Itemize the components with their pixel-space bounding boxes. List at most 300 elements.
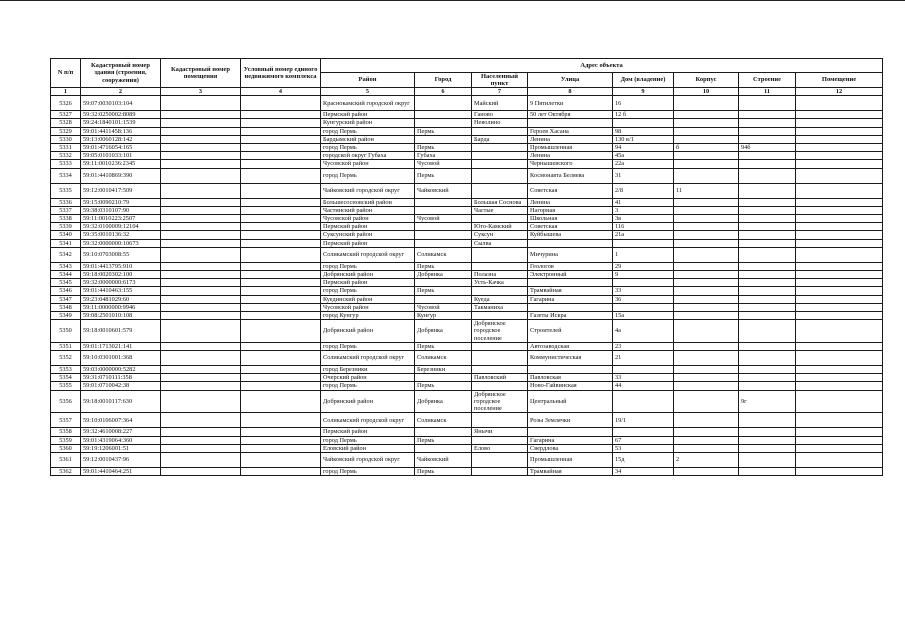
cell-complex-number [241, 390, 321, 413]
cell-room [796, 279, 883, 287]
cell-number: 5339 [51, 223, 81, 231]
cell-room [796, 390, 883, 413]
table-row [51, 183, 883, 198]
cell-house [613, 390, 674, 413]
column-number: 2 [81, 88, 161, 96]
cell-building [739, 223, 796, 231]
cell-building [739, 206, 796, 214]
cell-street: Промышленная [528, 144, 613, 152]
cell-number: 5346 [51, 287, 81, 295]
cell-complex-number [241, 127, 321, 135]
cell-building [739, 279, 796, 287]
cell-house: 33 [613, 374, 674, 382]
header-room: Помещение [796, 72, 883, 87]
cell-house: 3 [613, 206, 674, 214]
cell-cadastral-room [161, 160, 241, 168]
cell-building [739, 428, 796, 436]
cell-room [796, 215, 883, 223]
table-row [51, 247, 883, 262]
cell-korpus [674, 111, 739, 119]
cell-room [796, 287, 883, 295]
cell-gorod [415, 111, 472, 119]
cell-room [796, 428, 883, 436]
cell-room [796, 135, 883, 143]
cell-house [613, 303, 674, 311]
cell-room [796, 452, 883, 467]
cell-cadastral-building: 59:10:0301001:368 [81, 351, 161, 366]
cell-street: Павловская [528, 374, 613, 382]
table-row [51, 452, 883, 467]
cell-korpus [674, 198, 739, 206]
cell-building [739, 127, 796, 135]
cell-street: Гагарина [528, 436, 613, 444]
cell-gorod: Пермь [415, 168, 472, 183]
cell-cadastral-building: 59:10:0106007:364 [81, 413, 161, 428]
cell-rayon: город Пермь [321, 467, 415, 475]
cell-korpus [674, 287, 739, 295]
cell-settlement [472, 152, 528, 160]
cell-rayon: Соликамский городской округ [321, 247, 415, 262]
cell-cadastral-building: 59:35:0010136:32 [81, 231, 161, 239]
cell-gorod: Чусовой [415, 303, 472, 311]
cell-street: Электронный [528, 271, 613, 279]
header-gorod: Город [415, 72, 472, 87]
cell-settlement [472, 183, 528, 198]
table-row [51, 152, 883, 160]
cell-cadastral-room [161, 119, 241, 127]
table-row [51, 231, 883, 239]
cell-building [739, 295, 796, 303]
cell-korpus [674, 206, 739, 214]
cell-rayon: город Пермь [321, 382, 415, 390]
cell-number: 5358 [51, 428, 81, 436]
cell-complex-number [241, 119, 321, 127]
cell-gorod [415, 231, 472, 239]
cell-korpus [674, 390, 739, 413]
cell-house: 67 [613, 436, 674, 444]
header-cadastral-building: Кадастровый номер здания (строения, сооружения) [81, 59, 161, 88]
cell-settlement: Сылва [472, 239, 528, 247]
table-row [51, 303, 883, 311]
cell-korpus [674, 444, 739, 452]
cell-complex-number [241, 111, 321, 119]
cell-korpus [674, 312, 739, 320]
cell-house: 15д [613, 452, 674, 467]
cell-cadastral-room [161, 366, 241, 374]
cell-gorod: Пермь [415, 127, 472, 135]
cell-street: Свердлова [528, 444, 613, 452]
cell-house [613, 428, 674, 436]
cell-building [739, 152, 796, 160]
cell-house: 21а [613, 231, 674, 239]
cell-complex-number [241, 279, 321, 287]
cell-cadastral-building: 59:01:4410463:155 [81, 287, 161, 295]
cell-building [739, 413, 796, 428]
cell-street [528, 428, 613, 436]
table-body [51, 96, 883, 476]
table-row [51, 239, 883, 247]
cell-street: 9 Пятилетки [528, 96, 613, 111]
cell-cadastral-building: 59:32:0250002:8089 [81, 111, 161, 119]
cell-number: 5345 [51, 279, 81, 287]
cell-settlement: Частые [472, 206, 528, 214]
cell-complex-number [241, 287, 321, 295]
cell-cadastral-building: 59:11:0010236:2345 [81, 160, 161, 168]
cell-gorod: Чайковский [415, 183, 472, 198]
cell-settlement [472, 127, 528, 135]
cell-complex-number [241, 96, 321, 111]
cell-cadastral-room [161, 287, 241, 295]
header-korpus: Корпус [674, 72, 739, 87]
cell-gorod: Соликамск [415, 351, 472, 366]
cell-number: 5360 [51, 444, 81, 452]
cell-cadastral-room [161, 342, 241, 350]
cell-cadastral-room [161, 351, 241, 366]
cell-complex-number [241, 152, 321, 160]
cell-settlement [472, 413, 528, 428]
column-number: 7 [472, 88, 528, 96]
table-row [51, 271, 883, 279]
cell-cadastral-room [161, 374, 241, 382]
cell-gorod: Пермь [415, 262, 472, 270]
cell-gorod [415, 135, 472, 143]
cell-rayon: Куединский район [321, 295, 415, 303]
cell-house: 22а [613, 160, 674, 168]
cell-settlement: Ганово [472, 111, 528, 119]
cell-number: 5361 [51, 452, 81, 467]
cell-building [739, 247, 796, 262]
cell-house: 29 [613, 262, 674, 270]
cell-building [739, 351, 796, 366]
cell-street: Трамвайная [528, 467, 613, 475]
cell-cadastral-building: 59:01:4410464:251 [81, 467, 161, 475]
cell-complex-number [241, 444, 321, 452]
cell-korpus [674, 320, 739, 343]
cell-house: 4а [613, 320, 674, 343]
cell-settlement [472, 215, 528, 223]
cell-room [796, 295, 883, 303]
cell-cadastral-building: 59:07:0030103:104 [81, 96, 161, 111]
cell-settlement: Неволино [472, 119, 528, 127]
table-row [51, 428, 883, 436]
cell-street: Ленина [528, 135, 613, 143]
cell-korpus [674, 215, 739, 223]
cell-rayon: Краснокамский городской округ [321, 96, 415, 111]
cell-settlement: Елово [472, 444, 528, 452]
cell-room [796, 374, 883, 382]
cell-number: 5332 [51, 152, 81, 160]
cell-gorod: Соликамск [415, 247, 472, 262]
cell-cadastral-building: 59:10:0703008:55 [81, 247, 161, 262]
cell-cadastral-building: 59:18:0010601:579 [81, 320, 161, 343]
cell-number: 5354 [51, 374, 81, 382]
cell-number: 5337 [51, 206, 81, 214]
cell-cadastral-building: 59:18:0010117:630 [81, 390, 161, 413]
cell-cadastral-room [161, 223, 241, 231]
table-row [51, 135, 883, 143]
cell-gorod [415, 96, 472, 111]
cell-complex-number [241, 206, 321, 214]
cell-rayon: Пермский район [321, 428, 415, 436]
table-row [51, 342, 883, 350]
cell-room [796, 467, 883, 475]
cell-room [796, 382, 883, 390]
property-register-table [50, 58, 883, 476]
cell-complex-number [241, 366, 321, 374]
cell-rayon: Чусовской район [321, 160, 415, 168]
cell-cadastral-room [161, 168, 241, 183]
cell-rayon: Добрянский район [321, 320, 415, 343]
cell-settlement: Такманиха [472, 303, 528, 311]
cell-cadastral-room [161, 390, 241, 413]
cell-complex-number [241, 374, 321, 382]
cell-complex-number [241, 351, 321, 366]
cell-rayon: город Пермь [321, 342, 415, 350]
cell-cadastral-room [161, 144, 241, 152]
cell-number: 5343 [51, 262, 81, 270]
cell-complex-number [241, 223, 321, 231]
cell-complex-number [241, 467, 321, 475]
header-complex-number: Условный номер единого недвижимого комплекса [241, 59, 321, 88]
cell-street: Нагорная [528, 206, 613, 214]
cell-cadastral-room [161, 467, 241, 475]
column-number: 4 [241, 88, 321, 96]
cell-street: Ленина [528, 152, 613, 160]
cell-room [796, 223, 883, 231]
cell-cadastral-building: 59:01:1713021:141 [81, 342, 161, 350]
cell-korpus [674, 135, 739, 143]
cell-room [796, 152, 883, 160]
column-number: 6 [415, 88, 472, 96]
cell-settlement [472, 452, 528, 467]
cell-cadastral-building: 59:03:0000000:5282 [81, 366, 161, 374]
cell-cadastral-room [161, 183, 241, 198]
cell-room [796, 413, 883, 428]
cell-building: 9г [739, 390, 796, 413]
table-row [51, 390, 883, 413]
cell-settlement: Майский [472, 96, 528, 111]
cell-settlement [472, 436, 528, 444]
cell-complex-number [241, 168, 321, 183]
cell-building [739, 111, 796, 119]
cell-street: Геологов [528, 262, 613, 270]
cell-cadastral-building: 59:13:0060128:142 [81, 135, 161, 143]
cell-cadastral-room [161, 111, 241, 119]
cell-korpus [674, 160, 739, 168]
cell-cadastral-building: 59:05:0101033:101 [81, 152, 161, 160]
cell-settlement [472, 247, 528, 262]
cell-gorod [415, 223, 472, 231]
cell-building [739, 436, 796, 444]
cell-cadastral-building: 59:01:0710042:38 [81, 382, 161, 390]
cell-korpus [674, 239, 739, 247]
cell-house: 1 [613, 247, 674, 262]
cell-cadastral-room [161, 247, 241, 262]
cell-building [739, 215, 796, 223]
cell-street [528, 279, 613, 287]
cell-street [528, 303, 613, 311]
cell-cadastral-room [161, 320, 241, 343]
cell-number: 5362 [51, 467, 81, 475]
cell-settlement: Барда [472, 135, 528, 143]
cell-building [739, 119, 796, 127]
cell-complex-number [241, 183, 321, 198]
cell-korpus [674, 119, 739, 127]
cell-rayon: Добрянский район [321, 271, 415, 279]
cell-rayon: Пермский район [321, 223, 415, 231]
cell-cadastral-building: 59:12:0010437:96 [81, 452, 161, 467]
cell-rayon: город Пермь [321, 262, 415, 270]
cell-cadastral-room [161, 152, 241, 160]
cell-cadastral-room [161, 295, 241, 303]
cell-complex-number [241, 247, 321, 262]
cell-rayon: Большесосновский район [321, 198, 415, 206]
cell-room [796, 206, 883, 214]
cell-complex-number [241, 144, 321, 152]
cell-building [739, 198, 796, 206]
cell-rayon: Бардымский район [321, 135, 415, 143]
table-row [51, 279, 883, 287]
cell-rayon: Соликамский городской округ [321, 351, 415, 366]
cell-building [739, 231, 796, 239]
cell-street: 50 лет Октября [528, 111, 613, 119]
cell-settlement [472, 467, 528, 475]
cell-settlement: Янычи [472, 428, 528, 436]
cell-cadastral-room [161, 198, 241, 206]
cell-settlement [472, 366, 528, 374]
cell-gorod: Чусовой [415, 160, 472, 168]
cell-cadastral-building: 59:11:0000000:9946 [81, 303, 161, 311]
cell-rayon: город Пермь [321, 127, 415, 135]
cell-gorod: Кунгур [415, 312, 472, 320]
cell-settlement [472, 168, 528, 183]
cell-street: Советская [528, 183, 613, 198]
cell-number: 5340 [51, 231, 81, 239]
table-row [51, 127, 883, 135]
cell-number: 5351 [51, 342, 81, 350]
cell-cadastral-building: 59:11:0010223:2507 [81, 215, 161, 223]
header-row-main [51, 59, 883, 73]
cell-complex-number [241, 231, 321, 239]
cell-korpus [674, 152, 739, 160]
cell-gorod [415, 239, 472, 247]
cell-room [796, 239, 883, 247]
cell-number: 5357 [51, 413, 81, 428]
cell-gorod: Губаха [415, 152, 472, 160]
cell-cadastral-building: 59:32:4610008:227 [81, 428, 161, 436]
cell-cadastral-room [161, 303, 241, 311]
cell-building [739, 262, 796, 270]
cell-cadastral-room [161, 96, 241, 111]
cell-rayon: Еловский район [321, 444, 415, 452]
cell-house: 130 в/1 [613, 135, 674, 143]
cell-rayon: город Березники [321, 366, 415, 374]
cell-korpus [674, 127, 739, 135]
cell-house: 21 [613, 351, 674, 366]
cell-room [796, 436, 883, 444]
cell-gorod: Чайковский [415, 452, 472, 467]
header-house: Дом (владение) [613, 72, 674, 87]
cell-complex-number [241, 135, 321, 143]
table-row [51, 436, 883, 444]
cell-number: 5356 [51, 390, 81, 413]
cell-building [739, 342, 796, 350]
cell-street: Строителей [528, 320, 613, 343]
cell-settlement: Большая Соснова [472, 198, 528, 206]
cell-building [739, 382, 796, 390]
cell-korpus [674, 382, 739, 390]
cell-complex-number [241, 312, 321, 320]
cell-settlement: Добрянское городское поселение [472, 320, 528, 343]
cell-building [739, 467, 796, 475]
cell-number: 5350 [51, 320, 81, 343]
cell-complex-number [241, 452, 321, 467]
cell-room [796, 168, 883, 183]
table-row [51, 382, 883, 390]
cell-street: Чернышевского [528, 160, 613, 168]
cell-house: 12 б [613, 111, 674, 119]
cell-cadastral-room [161, 135, 241, 143]
cell-complex-number [241, 198, 321, 206]
cell-cadastral-room [161, 279, 241, 287]
cell-number: 5334 [51, 168, 81, 183]
cell-street [528, 366, 613, 374]
cell-house: 98 [613, 127, 674, 135]
cell-street: Ново-Гайвинская [528, 382, 613, 390]
cell-street: Героев Хасана [528, 127, 613, 135]
cell-cadastral-room [161, 382, 241, 390]
cell-house: 33 [613, 287, 674, 295]
cell-street: Ленина [528, 198, 613, 206]
cell-house: 9 [613, 271, 674, 279]
cell-gorod: Пермь [415, 467, 472, 475]
cell-gorod [415, 428, 472, 436]
cell-building [739, 312, 796, 320]
cell-gorod [415, 279, 472, 287]
cell-complex-number [241, 295, 321, 303]
cell-gorod [415, 206, 472, 214]
cell-korpus [674, 168, 739, 183]
cell-gorod: Пермь [415, 342, 472, 350]
cell-building [739, 444, 796, 452]
cell-rayon: Очерский район [321, 374, 415, 382]
cell-cadastral-room [161, 436, 241, 444]
cell-korpus [674, 247, 739, 262]
cell-house [613, 279, 674, 287]
cell-korpus [674, 436, 739, 444]
header-cadastral-room: Кадастровый номер помещения [161, 59, 241, 88]
cell-building [739, 96, 796, 111]
cell-building [739, 374, 796, 382]
cell-cadastral-room [161, 312, 241, 320]
cell-house: 3в [613, 215, 674, 223]
cell-building [739, 168, 796, 183]
cell-room [796, 127, 883, 135]
cell-rayon: Соликамский городской округ [321, 413, 415, 428]
cell-cadastral-building: 59:01:4410869:390 [81, 168, 161, 183]
cell-complex-number [241, 239, 321, 247]
cell-settlement [472, 342, 528, 350]
cell-cadastral-room [161, 262, 241, 270]
cell-korpus [674, 295, 739, 303]
cell-street [528, 239, 613, 247]
cell-gorod [415, 444, 472, 452]
cell-house: 41 [613, 198, 674, 206]
cell-number: 5355 [51, 382, 81, 390]
cell-cadastral-building: 59:23:0481029:60 [81, 295, 161, 303]
column-number: 5 [321, 88, 415, 96]
cell-complex-number [241, 160, 321, 168]
